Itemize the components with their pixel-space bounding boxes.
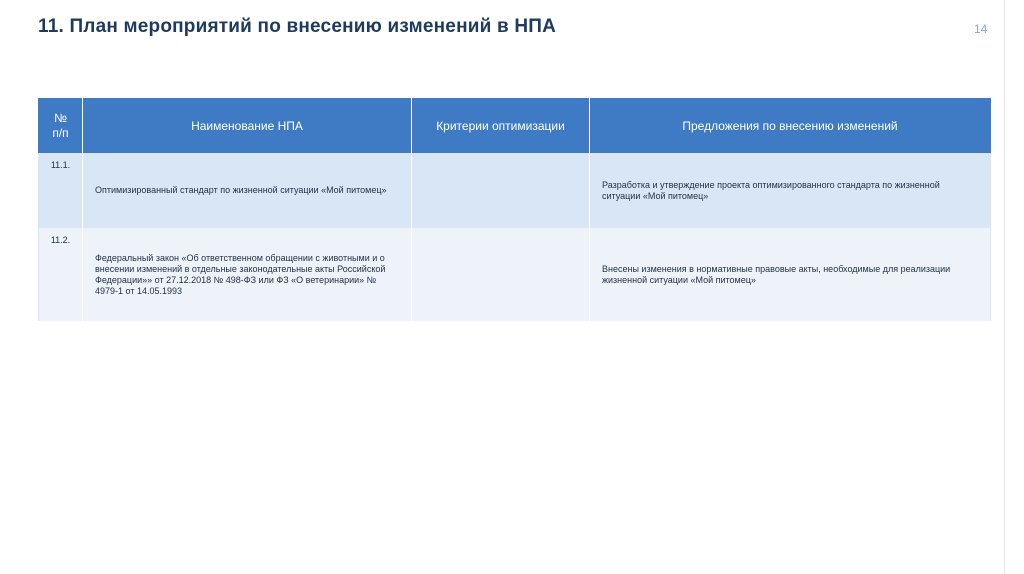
slide-edge-divider — [1004, 0, 1005, 574]
row-number: 11.1. — [39, 153, 83, 228]
row-npa-name: Федеральный закон «Об ответственном обращении с животными и о внесении изменений в отдельные законодательные акты Российской Федерации»» от 27.12.2018 № 498-ФЗ или ФЗ «О ветеринарии» № 4979-1 от 14.05.1993 — [83, 228, 412, 321]
page-number: 14 — [974, 22, 988, 36]
page-title: 11. План мероприятий по внесению изменений в НПА — [38, 16, 557, 37]
table-header-row — [39, 99, 991, 154]
row-proposal: Разработка и утверждение проекта оптимизированного стандарта по жизненной ситуации «Мой питомец» — [590, 153, 991, 228]
table-row — [39, 153, 991, 228]
header-proposals: Предложения по внесению изменений — [590, 99, 991, 154]
header-criteria: Критерии оптимизации — [412, 99, 590, 154]
npa-changes-table — [38, 98, 991, 321]
header-num-text: № п/п — [52, 111, 69, 140]
row-npa-name: Оптимизированный стандарт по жизненной ситуации «Мой питомец» — [83, 153, 412, 228]
table-row — [39, 228, 991, 321]
header-num — [39, 99, 83, 154]
header-name: Наименование НПА — [83, 99, 412, 154]
row-proposal: Внесены изменения в нормативные правовые акты, необходимые для реализации жизненной ситуации «Мой питомец» — [590, 228, 991, 321]
row-criteria — [412, 153, 590, 228]
row-number: 11.2. — [39, 228, 83, 321]
row-criteria — [412, 228, 590, 321]
